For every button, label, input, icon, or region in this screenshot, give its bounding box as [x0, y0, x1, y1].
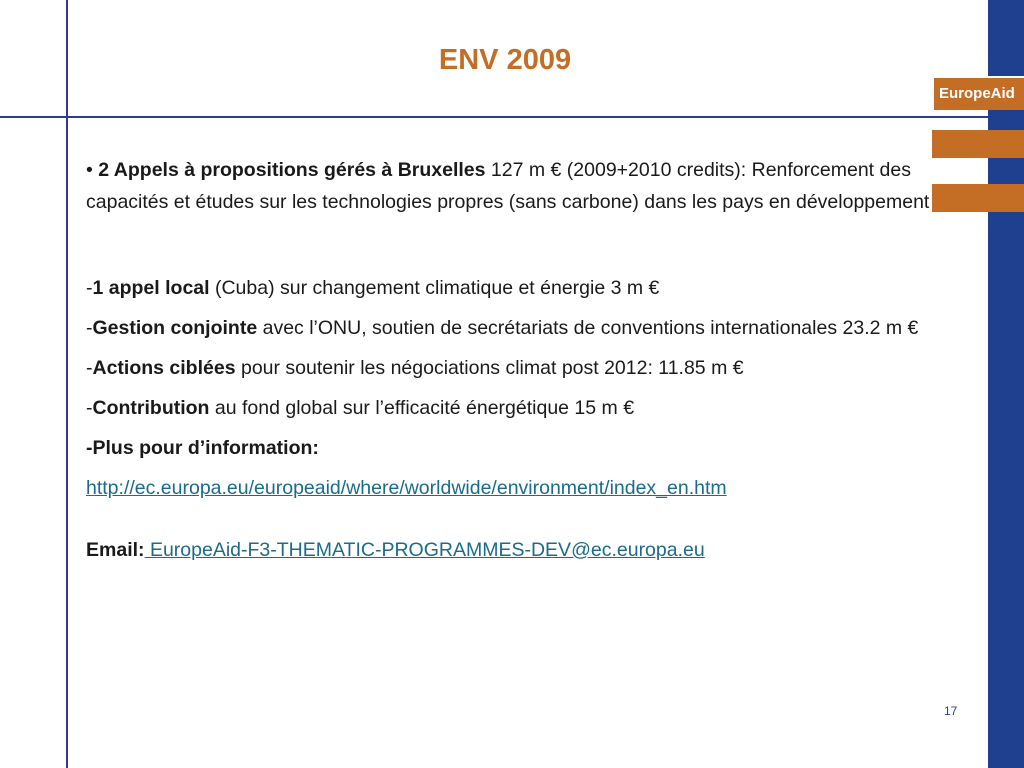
bullet-bold-text: 2 Appels à propositions gérés à Bruxelles [98, 159, 486, 181]
list-item-local-call [86, 272, 932, 304]
item-body-text: avec l’ONU, soutien de secrétariats de conventions internationales 23.2 m € [257, 317, 919, 339]
bullet-paragraph [86, 154, 932, 218]
horizontal-divider [0, 116, 988, 118]
more-info-label: -Plus pour d’information: [86, 437, 319, 459]
slide-title: ENV 2009 [438, 44, 572, 76]
item-dash: - [86, 317, 93, 339]
item-dash: - [86, 277, 93, 299]
list-item-targeted-actions [86, 352, 932, 384]
bullet-body-text: 127 m € (2009+2010 credits): Renforcement des capacités et études sur les technologies propres (sans carbone) dans les pays en développement [86, 159, 930, 213]
item-dash: - [86, 397, 93, 419]
email-link[interactable]: EuropeAid-F3-THEMATIC-PROGRAMMES-DEV@ec.europa.eu [144, 539, 705, 561]
decorative-bar-2 [932, 184, 1024, 212]
decorative-bar-1 [932, 130, 1024, 158]
item-dash: - [86, 357, 93, 379]
item-bold-text: Contribution [92, 397, 210, 419]
email-label: Email: [86, 539, 145, 561]
more-info-link[interactable]: http://ec.europa.eu/europeaid/where/worldwide/environment/index_en.htm [86, 477, 727, 499]
item-bold-text: 1 appel local [92, 277, 210, 299]
more-info-link-line [86, 472, 932, 504]
item-body-text: au fond global sur l’efficacité énergétique 15 m € [209, 397, 635, 419]
europeaid-logo: EuropeAid [932, 76, 1024, 110]
email-line [86, 534, 932, 566]
item-body-text: pour soutenir les négociations climat post 2012: 11.85 m € [235, 357, 744, 379]
bullet-marker: • [86, 159, 99, 181]
item-bold-text: Gestion conjointe [92, 317, 258, 339]
list-item-contribution [86, 392, 932, 424]
slide-content [86, 154, 932, 566]
item-bold-text: Actions ciblées [92, 357, 236, 379]
page-number: 17 [944, 704, 958, 718]
list-item-joint-management [86, 312, 932, 344]
right-side-band [988, 0, 1024, 768]
item-body-text: (Cuba) sur changement climatique et énergie 3 m € [209, 277, 660, 299]
